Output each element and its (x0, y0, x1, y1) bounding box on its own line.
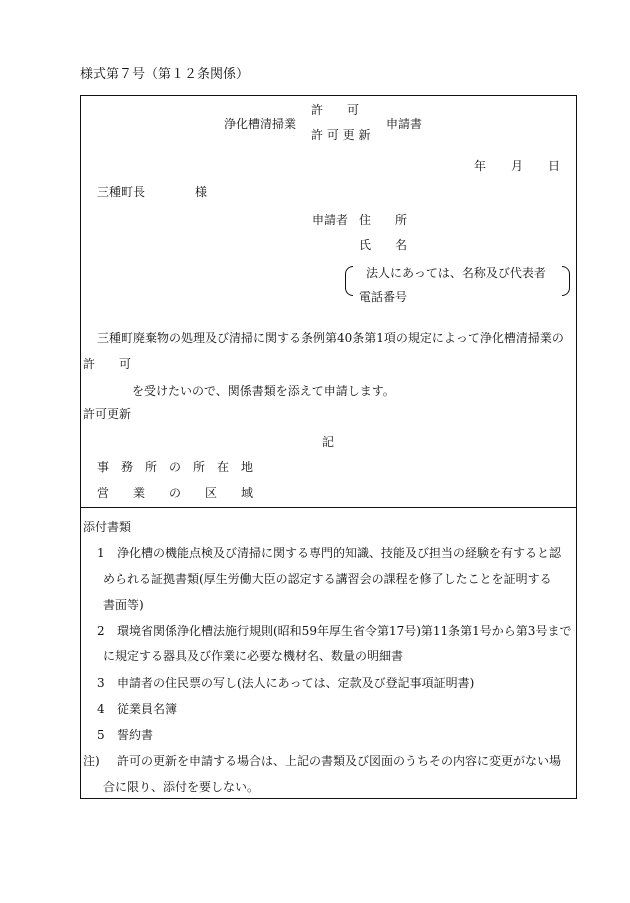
attachment-number: 5 (97, 728, 105, 742)
note-label: 注) (83, 754, 100, 768)
addressee-name: 三種町長 (97, 185, 146, 199)
corporate-note: 法人にあっては、名称及び代表者 (366, 266, 546, 280)
title-suffix: 申請書 (386, 117, 423, 131)
office-location-label: 事 務 所 の 所 在 地 (97, 460, 254, 474)
title-option-renew: 許 可 更 新 (311, 128, 371, 142)
attachment-number: 4 (97, 702, 105, 716)
attachment-number: 2 (97, 624, 105, 638)
title-option-new: 許 可 (311, 103, 360, 117)
note-line: 合に限り、添付を要しない。 (103, 780, 260, 794)
attachment-line: 書面等) (103, 598, 144, 612)
section-divider (80, 507, 577, 508)
business-area-label: 営 業 の 区 域 (97, 486, 254, 500)
left-bracket (345, 266, 353, 296)
applicant-label: 申請者 (312, 213, 349, 227)
name-label: 氏 名 (359, 238, 408, 252)
attachment-line: 誓約書 (117, 728, 154, 742)
attachment-line: 従業員名簿 (117, 702, 178, 716)
attachment-number: 1 (97, 546, 105, 560)
date-day: 日 (548, 159, 561, 173)
address-label: 住 所 (359, 213, 408, 227)
date-year: 年 (474, 159, 487, 173)
attachments-heading: 添付書類 (83, 520, 132, 534)
phone-label: 電話番号 (359, 290, 408, 304)
attachment-number: 3 (97, 676, 105, 690)
form-number: 様式第７号（第１２条関係） (80, 67, 250, 82)
attachment-line: められる証拠書類(厚生労働大臣の認定する講習会の課程を修了したことを証明する (103, 572, 552, 586)
right-bracket (562, 266, 570, 296)
body-option-renew: 許可更新 (83, 407, 132, 421)
attachment-line: 環境省関係浄化槽法施行規則(昭和59年厚生省令第17号)第11条第1号から第3号まで (117, 624, 572, 638)
note-line: 許可の更新を申請する場合は、上記の書類及び図面のうちその内容に変更がない場 (117, 754, 562, 768)
attachment-line: 浄化槽の機能点検及び清掃に関する専門的知識、技能及び担当の経験を有すると認 (117, 546, 562, 560)
body-line-1: 三種町廃棄物の処理及び清掃に関する条例第40条第1項の規定によって浄化槽清掃業の (97, 331, 564, 345)
body-line-2: を受けたいので、関係書類を添えて申請します。 (132, 384, 395, 398)
addressee-honorific: 様 (195, 185, 208, 199)
ki-mark: 記 (322, 435, 335, 449)
title-prefix: 浄化槽清掃業 (224, 117, 297, 131)
body-option-new: 許 可 (83, 357, 132, 371)
date-month: 月 (511, 159, 524, 173)
attachment-line: に規定する器具及び作業に必要な機材名、数量の明細書 (103, 649, 404, 663)
attachment-line: 申請者の住民票の写し(法人にあっては、定款及び登記事項証明書) (117, 676, 475, 690)
